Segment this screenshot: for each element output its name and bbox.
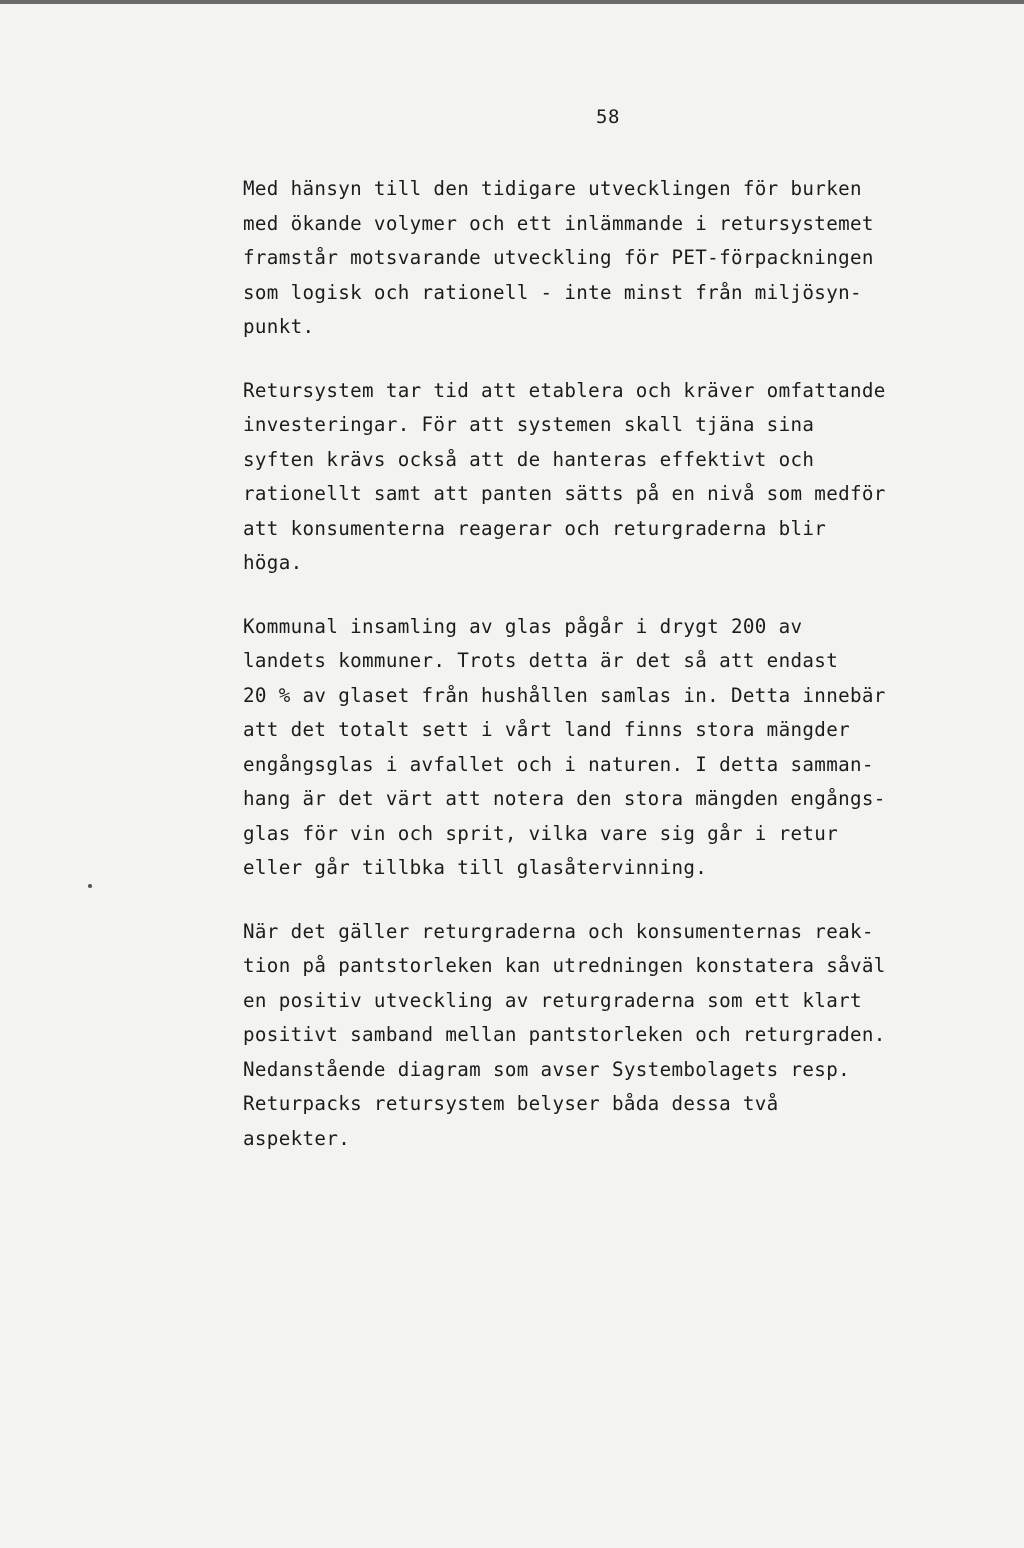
text-line: Med hänsyn till den tidigare utvecklingen för burken	[243, 177, 862, 200]
text-line: punkt.	[243, 315, 315, 338]
text-line: Retursystem tar tid att etablera och kräver omfattande	[243, 378, 886, 402]
text-line: aspekter.	[243, 1126, 351, 1150]
text-line: landets kommuner. Trots detta är det så att endast	[243, 649, 839, 672]
text-line: rationellt samt att panten sätts på en nivå som medför	[243, 482, 886, 505]
paragraph-4	[243, 915, 1013, 1157]
text-line: hang är det värt att notera den stora mängden engångs-	[243, 787, 886, 810]
text-line: Nedanstående diagram som avser Systembolagets resp.	[243, 1057, 850, 1081]
text-line: positivt samband mellan pantstorleken och returgraden.	[243, 1023, 886, 1046]
text-line: 20 % av glaset från hushållen samlas in. Detta innebär	[243, 683, 886, 707]
text-line: investeringar. För att systemen skall tjäna sina	[243, 413, 815, 436]
text-line: att det totalt sett i vårt land finns stora mängder	[243, 718, 850, 741]
paragraph-2	[243, 374, 1013, 581]
text-line: Kommunal insamling av glas pågår i drygt 200 av	[243, 614, 803, 638]
text-line: glas för vin och sprit, vilka vare sig går i retur	[243, 821, 839, 845]
paragraph-3	[243, 610, 1013, 886]
text-line: engångsglas i avfallet och i naturen. I detta samman-	[243, 752, 874, 776]
text-line: Returpacks retursystem belyser båda dessa två	[243, 1092, 779, 1115]
page-top-edge	[0, 0, 1024, 4]
paragraph-1	[243, 172, 1013, 345]
text-line: tion på pantstorleken kan utredningen konstatera såväl	[243, 954, 886, 977]
text-line: som logisk och rationell - inte minst från miljösyn-	[243, 280, 862, 304]
document-body	[243, 172, 1013, 1185]
text-line: syften krävs också att de hanteras effektivt och	[243, 447, 815, 471]
page-number: 58	[596, 106, 620, 128]
text-line: med ökande volymer och ett inlämmande i retursystemet	[243, 211, 874, 235]
text-line: en positiv utveckling av returgraderna som ett klart	[243, 988, 862, 1012]
scan-speck	[88, 884, 92, 888]
text-line: att konsumenterna reagerar och returgraderna blir	[243, 516, 827, 540]
text-line: eller går tillbka till glasåtervinning.	[243, 856, 708, 879]
text-line: framstår motsvarande utveckling för PET-förpackningen	[243, 246, 874, 269]
text-line: höga.	[243, 551, 303, 574]
text-line: När det gäller returgraderna och konsumenternas reak-	[243, 919, 874, 943]
